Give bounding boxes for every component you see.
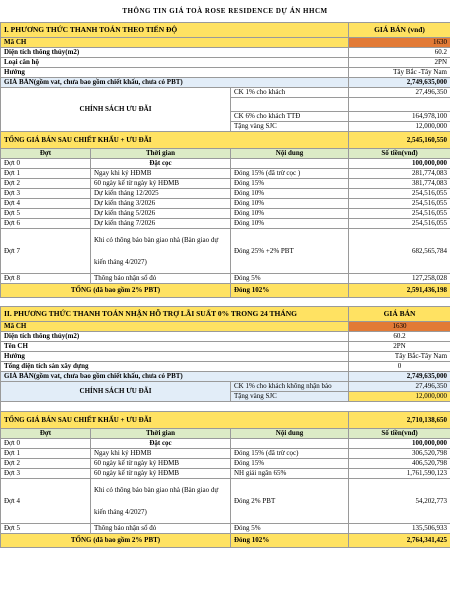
col-header: Số tiền(vnđ) bbox=[349, 149, 450, 159]
payment-row bbox=[1, 459, 450, 469]
total-label: TỔNG GIÁ BÁN SAU CHIẾT KHẤU + ƯU ĐÃI bbox=[1, 412, 349, 429]
info-row bbox=[1, 332, 450, 342]
col-header: Thời gian bbox=[91, 149, 231, 159]
payment-amount: 127,258,028 bbox=[349, 274, 450, 284]
total-row bbox=[1, 412, 450, 429]
section1-table bbox=[0, 22, 450, 306]
payment-dot: Đợt 1 bbox=[1, 169, 91, 179]
info-row bbox=[1, 352, 450, 362]
offer-value: 164,978,100 bbox=[349, 112, 450, 122]
sum-content: Đóng 102% bbox=[231, 534, 349, 548]
payment-time: Khi có thông báo bàn giao nhà (Bàn giao dự kiến tháng 4/2027) bbox=[91, 479, 231, 524]
payment-dot: Đợt 7 bbox=[1, 229, 91, 274]
info-value: Tây Bắc-Tây Nam bbox=[349, 352, 450, 362]
info-row bbox=[1, 58, 450, 68]
payment-amount: 254,516,055 bbox=[349, 199, 450, 209]
payment-time: 60 ngày kể từ ngày ký HĐMB bbox=[91, 469, 231, 479]
offer-value: 27,496,350 bbox=[349, 88, 450, 98]
offers-label: CHÍNH SÁCH ƯU ĐÃI bbox=[1, 88, 231, 132]
payment-content: Đóng 10% bbox=[231, 219, 349, 229]
payment-amount: 254,516,055 bbox=[349, 209, 450, 219]
payment-content: Đóng 15% (đã trừ cọc ) bbox=[231, 169, 349, 179]
payment-row bbox=[1, 199, 450, 209]
page-title: THÔNG TIN GIÁ TOÀ ROSE RESIDENCE DỰ ÁN HHCM bbox=[0, 0, 450, 22]
payment-dot: Đợt 8 bbox=[1, 274, 91, 284]
payment-row bbox=[1, 219, 450, 229]
total-value: 2,710,138,650 bbox=[349, 412, 450, 429]
payment-content: Đóng 10% bbox=[231, 199, 349, 209]
offer-name bbox=[231, 98, 349, 112]
offer-name: Tặng vàng SJC bbox=[231, 392, 349, 402]
col-header: Số tiền(vnđ) bbox=[349, 429, 450, 439]
section1-price-header: GIÁ BÁN (vnđ) bbox=[349, 23, 450, 38]
payment-content: Đóng 25% +2% PBT bbox=[231, 229, 349, 274]
offer-name: CK 1% cho khách không nhận bảo bbox=[231, 382, 349, 392]
info-row bbox=[1, 362, 450, 372]
payment-dot: Đợt 6 bbox=[1, 219, 91, 229]
payment-dot: Đợt 1 bbox=[1, 449, 91, 459]
payment-content: Đóng 10% bbox=[231, 189, 349, 199]
info-label: Tên CH bbox=[1, 342, 349, 352]
payment-row bbox=[1, 229, 450, 274]
info-label: Hướng bbox=[1, 352, 349, 362]
schedule-header-row bbox=[1, 149, 450, 159]
sum-value: 2,764,341,425 bbox=[349, 534, 450, 548]
sum-row bbox=[1, 534, 450, 548]
payment-row bbox=[1, 179, 450, 189]
info-row bbox=[1, 68, 450, 78]
section2-table bbox=[0, 306, 450, 548]
payment-dot: Đợt 4 bbox=[1, 479, 91, 524]
info-row bbox=[1, 38, 450, 48]
payment-row bbox=[1, 439, 450, 449]
price-value: 2,749,635,000 bbox=[349, 78, 450, 88]
col-header: Đợt bbox=[1, 149, 91, 159]
info-label: Loại căn hộ bbox=[1, 58, 349, 68]
payment-amount: 306,520,798 bbox=[349, 449, 450, 459]
info-label: Mã CH bbox=[1, 322, 349, 332]
payment-time: Khi có thông báo bàn giao nhà (Bàn giao dự kiến tháng 4/2027) bbox=[91, 229, 231, 274]
payment-dot: Đợt 3 bbox=[1, 469, 91, 479]
payment-content bbox=[231, 159, 349, 169]
info-label: Tổng diện tích sàn xây dựng bbox=[1, 362, 349, 372]
info-value: 1630 bbox=[349, 322, 450, 332]
payment-amount: 254,516,055 bbox=[349, 189, 450, 199]
payment-amount: 381,774,083 bbox=[349, 179, 450, 189]
payment-time: Ngay khi ký HĐMB bbox=[91, 449, 231, 459]
offer-row bbox=[1, 382, 450, 392]
info-value: Tây Bắc -Tây Nam bbox=[349, 68, 450, 78]
info-label: Hướng bbox=[1, 68, 349, 78]
offer-value: 27,496,350 bbox=[349, 382, 450, 392]
payment-amount: 135,506,933 bbox=[349, 524, 450, 534]
info-value: 60.2 bbox=[349, 48, 450, 58]
payment-content: Đóng 5% bbox=[231, 524, 349, 534]
payment-dot: Đợt 5 bbox=[1, 524, 91, 534]
price-label: GIÁ BÁN(gồm vat, chưa bao gồm chiết khấu, chưa có PBT) bbox=[1, 372, 349, 382]
payment-dot: Đợt 2 bbox=[1, 179, 91, 189]
info-label: Mã CH bbox=[1, 38, 349, 48]
payment-time: Dự kiến tháng 5/2026 bbox=[91, 209, 231, 219]
payment-row bbox=[1, 469, 450, 479]
sum-value: 2,591,436,198 bbox=[349, 284, 450, 298]
payment-amount: 281,774,083 bbox=[349, 169, 450, 179]
section2-price-header: GIÁ BÁN bbox=[349, 307, 450, 322]
total-row bbox=[1, 132, 450, 149]
payment-time: Dự kiến tháng 3/2026 bbox=[91, 199, 231, 209]
payment-row bbox=[1, 524, 450, 534]
payment-time: Thông báo nhận sổ đỏ bbox=[91, 524, 231, 534]
payment-amount: 100,000,000 bbox=[349, 159, 450, 169]
payment-amount: 682,565,784 bbox=[349, 229, 450, 274]
payment-content: Đóng 5% bbox=[231, 274, 349, 284]
info-value: 2PN bbox=[349, 58, 450, 68]
payment-row bbox=[1, 159, 450, 169]
offer-value bbox=[349, 98, 450, 112]
payment-dot: Đợt 0 bbox=[1, 439, 91, 449]
price-row bbox=[1, 372, 450, 382]
payment-row bbox=[1, 189, 450, 199]
price-value: 2,749,635,000 bbox=[349, 372, 450, 382]
payment-dot: Đợt 0 bbox=[1, 159, 91, 169]
col-header: Nội dung bbox=[231, 429, 349, 439]
section1-payments bbox=[1, 159, 450, 284]
payment-content: Đóng 15% (đã trừ cọc) bbox=[231, 449, 349, 459]
total-label: TỔNG GIÁ BÁN SAU CHIẾT KHẤU + ƯU ĐÃI bbox=[1, 132, 349, 149]
payment-dot: Đợt 4 bbox=[1, 199, 91, 209]
payment-time: Dự kiến tháng 7/2026 bbox=[91, 219, 231, 229]
payment-content: NH giải ngân 65% bbox=[231, 469, 349, 479]
payment-time: Đặt cọc bbox=[91, 439, 231, 449]
offer-name: CK 6% cho khách TTĐ bbox=[231, 112, 349, 122]
offer-name: CK 1% cho khách bbox=[231, 88, 349, 98]
info-value: 0 bbox=[349, 362, 450, 372]
info-label: Diện tích thông thủy(m2) bbox=[1, 48, 349, 58]
payment-amount: 1,761,590,123 bbox=[349, 469, 450, 479]
payment-amount: 406,520,798 bbox=[349, 459, 450, 469]
schedule-header-row bbox=[1, 429, 450, 439]
price-label: GIÁ BÁN(gồm vat, chưa bao gồm chiết khấu, chưa có PBT) bbox=[1, 78, 349, 88]
offer-value: 12,000,000 bbox=[349, 392, 450, 402]
price-row bbox=[1, 78, 450, 88]
info-row bbox=[1, 48, 450, 58]
section2-header-row bbox=[1, 307, 450, 322]
info-row bbox=[1, 342, 450, 352]
sum-content: Đóng 102% bbox=[231, 284, 349, 298]
payment-amount: 100,000,000 bbox=[349, 439, 450, 449]
offer-row bbox=[1, 88, 450, 98]
payment-time: Dự kiến tháng 12/2025 bbox=[91, 189, 231, 199]
payment-time: Đặt cọc bbox=[91, 159, 231, 169]
payment-content: Đóng 15% bbox=[231, 459, 349, 469]
payment-time: Thông báo nhận sổ đỏ bbox=[91, 274, 231, 284]
section1-header-row bbox=[1, 23, 450, 38]
col-header: Nội dung bbox=[231, 149, 349, 159]
payment-time: 60 ngày kể từ ngày ký HĐMB bbox=[91, 179, 231, 189]
section2-header: II. PHƯƠNG THỨC THANH TOÁN NHẬN HỖ TRỢ LÃI SUẤT 0% TRONG 24 THÁNG bbox=[1, 307, 349, 322]
info-value: 60.2 bbox=[349, 332, 450, 342]
total-value: 2,545,160,550 bbox=[349, 132, 450, 149]
payment-dot: Đợt 2 bbox=[1, 459, 91, 469]
offers-label: CHÍNH SÁCH ƯU ĐÃI bbox=[1, 382, 231, 402]
sum-label: TỔNG (đã bao gồm 2% PBT) bbox=[1, 284, 231, 298]
payment-row bbox=[1, 274, 450, 284]
col-header: Thời gian bbox=[91, 429, 231, 439]
payment-amount: 54,202,773 bbox=[349, 479, 450, 524]
payment-row bbox=[1, 209, 450, 219]
payment-amount: 254,516,055 bbox=[349, 219, 450, 229]
payment-content: Đóng 10% bbox=[231, 209, 349, 219]
sum-row bbox=[1, 284, 450, 298]
info-value: 2PN bbox=[349, 342, 450, 352]
offer-value: 12,000,000 bbox=[349, 122, 450, 132]
section1-header: I. PHƯƠNG THỨC THANH TOÁN THEO TIẾN ĐỘ bbox=[1, 23, 349, 38]
info-value: 1630 bbox=[349, 38, 450, 48]
info-row bbox=[1, 322, 450, 332]
info-label: Diện tích thông thủy(m2) bbox=[1, 332, 349, 342]
payment-row bbox=[1, 169, 450, 179]
payment-dot: Đợt 3 bbox=[1, 189, 91, 199]
payment-row bbox=[1, 449, 450, 459]
payment-content: Đóng 2% PBT bbox=[231, 479, 349, 524]
payment-time: Ngay khi ký HĐMB bbox=[91, 169, 231, 179]
payment-content bbox=[231, 439, 349, 449]
offer-name: Tặng vàng SJC bbox=[231, 122, 349, 132]
col-header: Đợt bbox=[1, 429, 91, 439]
section2-payments bbox=[1, 439, 450, 534]
payment-content: Đóng 15% bbox=[231, 179, 349, 189]
payment-dot: Đợt 5 bbox=[1, 209, 91, 219]
spacer-row bbox=[1, 402, 450, 412]
sum-label: TỔNG (đã bao gồm 2% PBT) bbox=[1, 534, 231, 548]
payment-row bbox=[1, 479, 450, 524]
payment-time: 60 ngày kể từ ngày ký HĐMB bbox=[91, 459, 231, 469]
